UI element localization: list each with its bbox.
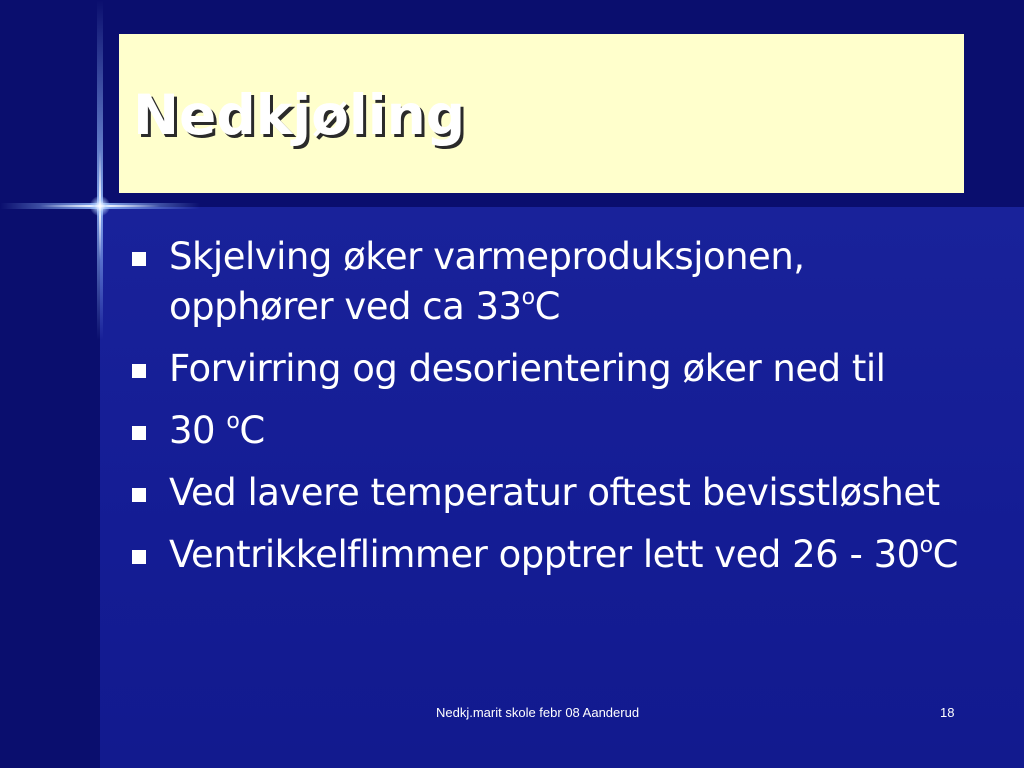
bullet-list (132, 232, 962, 592)
square-bullet-icon (132, 488, 146, 502)
square-bullet-icon (132, 550, 146, 564)
bullet-item (132, 530, 962, 580)
bullet-text (169, 409, 265, 452)
square-bullet-icon (132, 364, 146, 378)
bullet-text (169, 347, 885, 390)
bullet-item (132, 344, 962, 394)
bullet-main-text: Forvirring og desorientering øker ned til (169, 347, 886, 390)
unit-text: C (534, 285, 560, 328)
bullet-text (169, 471, 940, 514)
bullet-item (132, 232, 962, 332)
bullet-text (169, 533, 958, 576)
bullet-main-text: 30 (169, 409, 227, 452)
bullet-main-text: Ventrikkelflimmer opptrer lett ved 26 - 30 (169, 533, 920, 576)
bullet-main-text: Ved lavere temperatur oftest bevisstløshet (169, 471, 940, 514)
slide-footer: Nedkj.marit skole febr 08 Aanderud (436, 705, 640, 720)
unit-text: C (239, 409, 265, 452)
bullet-item (132, 406, 962, 456)
bullet-text (169, 235, 805, 328)
square-bullet-icon (132, 252, 146, 266)
degree-superscript: o (521, 285, 535, 310)
degree-superscript: o (919, 533, 933, 558)
square-bullet-icon (132, 426, 146, 440)
left-band (0, 207, 100, 768)
degree-superscript: o (226, 409, 240, 434)
slide-title: Nedkjøling (133, 83, 466, 147)
bullet-main-text: Skjelving øker varmeproduksjonen, opphører ved ca 33 (169, 235, 805, 328)
slide-number: 18 (940, 705, 955, 720)
unit-text: C (932, 533, 958, 576)
bullet-item (132, 468, 962, 518)
light-flare-glow (90, 196, 110, 216)
